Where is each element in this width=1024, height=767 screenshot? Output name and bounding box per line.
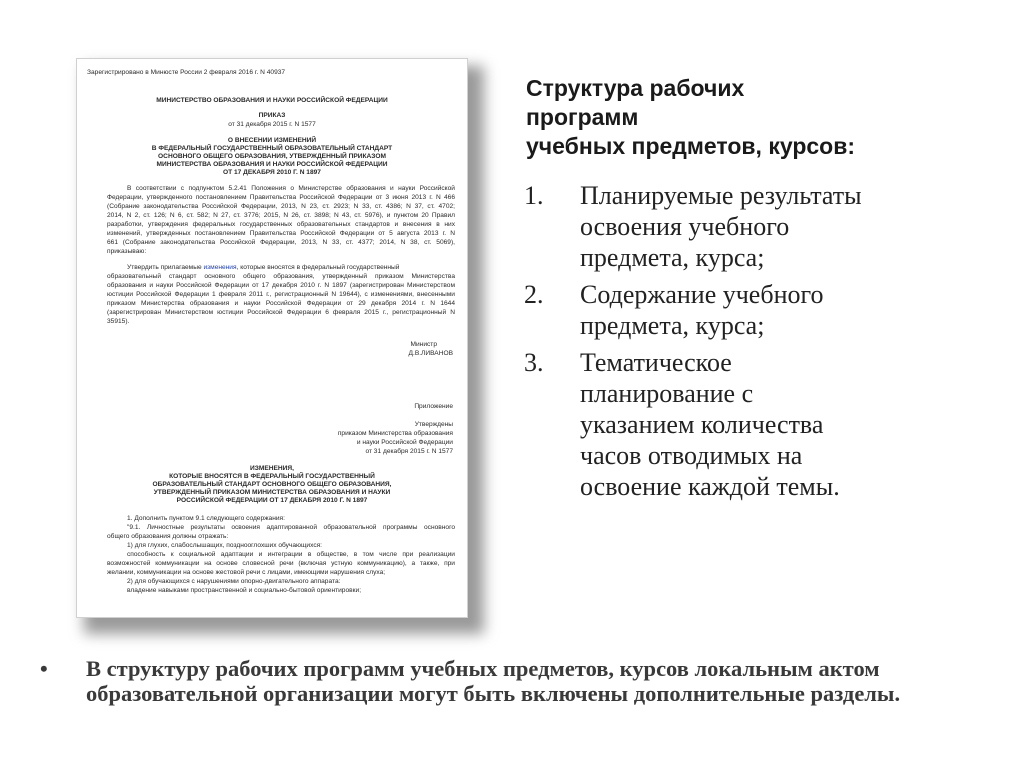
paragraph-line: образовательный стандарт основного общего образования, утвержденный приказом Министерства — [107, 273, 455, 280]
registration-note: Зарегистрировано в Минюсте России 2 февраля 2016 г. N 40937 — [87, 69, 286, 76]
body-line: владение навыками пространственной и социально-бытовой ориентировки; — [127, 587, 362, 594]
changes-line: КОТОРЫЕ ВНОСЯТСЯ В ФЕДЕРАЛЬНЫЙ ГОСУДАРСТВЕННЫЙ — [169, 473, 375, 480]
ministry-name: МИНИСТЕРСТВО ОБРАЗОВАНИЯ И НАУКИ РОССИЙСКОЙ ФЕДЕРАЦИИ — [156, 97, 388, 104]
changes-line: ИЗМЕНЕНИЯ, — [250, 465, 294, 472]
section-heading — [526, 74, 996, 161]
bullet-icon: • — [40, 656, 48, 681]
paragraph-line: приказываю: — [107, 248, 147, 255]
subject-line: В ФЕДЕРАЛЬНЫЙ ГОСУДАРСТВЕННЫЙ ОБРАЗОВАТЕЛЬНЫЙ СТАНДАРТ — [151, 145, 393, 152]
changes-link[interactable]: изменения — [203, 264, 237, 271]
body-line: желании, коммуникации на основе жестовой речи с лицами, имеющими нарушения слуха; — [107, 569, 386, 576]
heading-line: программ — [526, 104, 639, 130]
changes-line: ОБРАЗОВАТЕЛЬНЫЙ СТАНДАРТ ОСНОВНОГО ОБЩЕГО ОБРАЗОВАНИЯ, — [152, 481, 392, 488]
list-item-line: предмета, курса; — [580, 311, 765, 340]
list-item — [524, 279, 1004, 341]
list-item-line: Планируемые результаты — [580, 181, 862, 210]
paragraph-line: 2014, N 2, ст. 126; N 6, ст. 582; N 27, ст. 3776; 2015, N 26, ст. 3898; N 43, ст. 5976), и пунктом 20 Правил — [107, 212, 455, 219]
paragraph-line: разработки, утверждения федеральных государственных образовательных стандартов и внесения в них — [107, 221, 455, 228]
list-item-line: освоение каждой темы. — [580, 472, 840, 501]
bullet-text — [86, 656, 900, 706]
list-item-line: предмета, курса; — [580, 243, 765, 272]
body-line: "9.1. Личностные результаты освоения адаптированной образовательной программы основного — [127, 524, 455, 531]
paragraph-line: изменений, утвержденных постановлением Правительства Российской Федерации от 5 августа 2013 г. N — [107, 230, 455, 237]
list-number: 1. — [524, 181, 544, 210]
body-line: 2) для обучающихся с нарушениями опорно-двигательного аппарата: — [127, 578, 341, 585]
paragraph-line: юстиции Российской Федерации 1 февраля 2011 г., регистрационный N 19644), с изменениями, внесенными — [107, 291, 455, 298]
list-item — [524, 180, 1004, 273]
paragraph-line: В соответствии с подпунктом 5.2.41 Положения о Министерстве образования и науки Российской — [127, 185, 455, 192]
bullet-line: В структуру рабочих программ учебных предметов, курсов локальным актом — [86, 656, 880, 681]
list-number: 3. — [524, 348, 544, 377]
paragraph-line: образования и науки Российской Федерации от 17 декабря 2010 г. N 1897 (зарегистрирован Министерством — [107, 282, 455, 289]
paragraph-line-with-link: Утвердить прилагаемые изменения, которые вносятся в федеральный государственный — [127, 264, 400, 271]
paragraph-line: (зарегистрирован Министерством юстиции Российской Федерации 6 февраля 2015 г., регистрационный N — [107, 309, 455, 316]
heading-line: учебных предметов, курсов: — [526, 133, 856, 159]
signer-name: Д.В.ЛИВАНОВ — [408, 350, 453, 357]
order-date: от 31 декабря 2015 г. N 1577 — [228, 121, 316, 128]
paragraph-line: 35915). — [107, 318, 130, 325]
body-line: способность к социальной адаптации и интеграции в обществе, в том числе при реализации — [127, 551, 455, 558]
approved-line: приказом Министерства образования — [337, 430, 453, 437]
list-item-line: указанием количества — [580, 410, 824, 439]
list-number: 2. — [524, 280, 544, 309]
list-item-line: освоения учебного — [580, 212, 790, 241]
paragraph-line: 661 (Собрание законодательства Российской Федерации, 2013, N 33, ст. 4377; 2014, N 38, ст. 5069), — [107, 239, 455, 246]
body-line: 1. Дополнить пунктом 9.1 следующего содержания: — [127, 515, 285, 522]
subject-line: МИНИСТЕРСТВА ОБРАЗОВАНИЯ И НАУКИ РОССИЙСКОЙ ФЕДЕРАЦИИ — [156, 161, 388, 168]
list-item-line: часов отводимых на — [580, 441, 803, 470]
list-item-line: планирование с — [580, 379, 754, 408]
paragraph-line: приказом Министерства образования и науки Российской Федерации от 29 декабря 2014 г. N 1644 — [107, 300, 455, 307]
changes-line: УТВЕРЖДЕННЫЙ ПРИКАЗОМ МИНИСТЕРСТВА ОБРАЗОВАНИЯ И НАУКИ — [153, 489, 391, 496]
approved-line: от 31 декабря 2015 г. N 1577 — [365, 448, 453, 455]
subject-line: О ВНЕСЕНИИ ИЗМЕНЕНИЙ — [227, 137, 317, 144]
list-item-line: Тематическое — [580, 348, 732, 377]
list-item — [524, 347, 1004, 502]
list-item-line: Содержание учебного — [580, 280, 824, 309]
subject-line: ОТ 17 ДЕКАБРЯ 2010 Г. N 1897 — [223, 169, 321, 176]
order-title: ПРИКАЗ — [258, 112, 286, 119]
body-line: общего образования должны отражать: — [107, 533, 229, 540]
changes-line: РОССИЙСКОЙ ФЕДЕРАЦИИ ОТ 17 ДЕКАБРЯ 2010 Г. N 1897 — [176, 497, 368, 504]
body-line: 1) для глухих, слабослышащих, позднооглохших обучающихся: — [127, 542, 323, 549]
paragraph-line: Федерации, утвержденного постановлением Правительства Российской Федерации от 3 июня 2013 г. N 466 — [107, 194, 455, 201]
paragraph-line: (Собрание законодательства Российской Федерации, 2013, N 23, ст. 2923; N 33, ст. 4386; N 37, ст. 4702; — [107, 203, 455, 210]
structure-list — [524, 180, 1004, 508]
approved-line: и науки Российской Федерации — [356, 439, 453, 446]
signer-title: Министр — [410, 341, 437, 348]
bullet-line: образовательной организации могут быть включены дополнительные разделы. — [86, 681, 901, 706]
subject-line: ОСНОВНОГО ОБЩЕГО ОБРАЗОВАНИЯ, УТВЕРЖДЕННЫЙ ПРИКАЗОМ — [158, 153, 386, 160]
document-scan — [76, 58, 468, 618]
body-line: возможностей коммуникации на основе словесной речи (включая устную коммуникацию), а также, при — [107, 560, 455, 567]
appendix-label: Приложение — [414, 403, 453, 410]
heading-line: Структура рабочих — [526, 75, 745, 101]
approved-line: Утверждены — [414, 421, 453, 428]
